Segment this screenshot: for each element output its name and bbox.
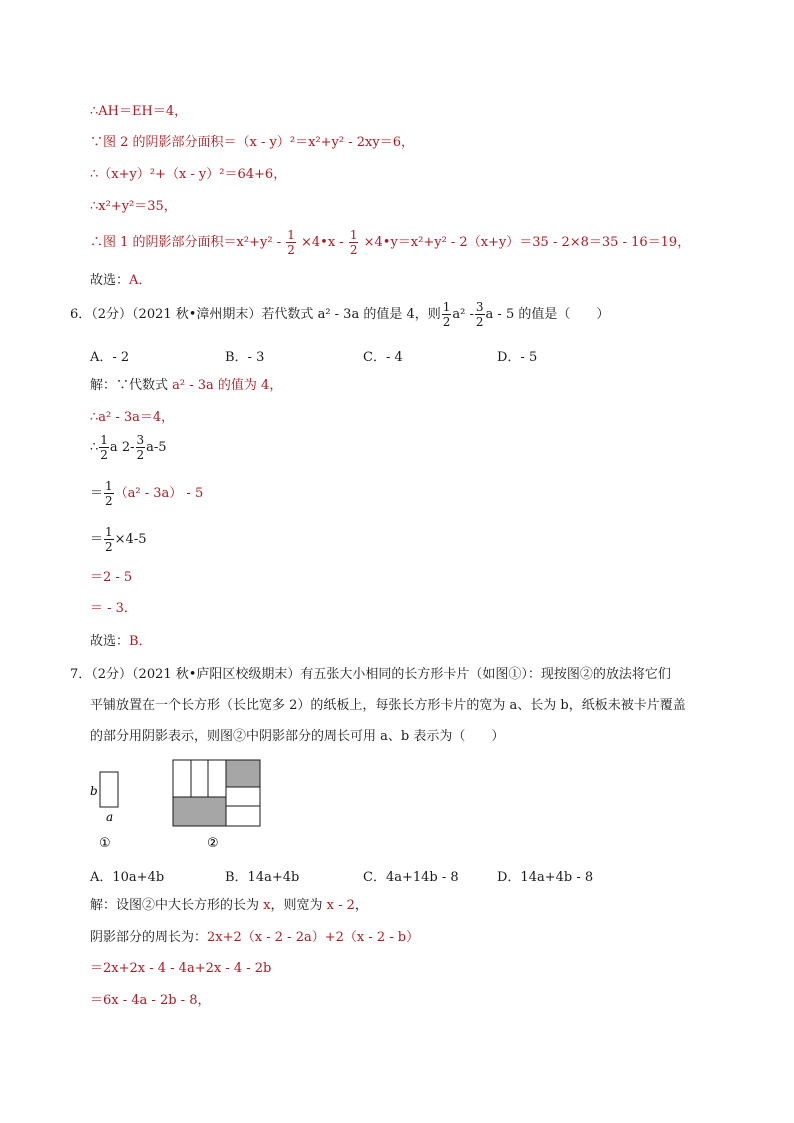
answer-value: B． (129, 634, 152, 649)
sol5-line5 (90, 228, 690, 258)
question-6-stem (70, 300, 609, 330)
sol6-line4a: ＝ (90, 486, 104, 501)
sol6-line5 (90, 525, 146, 555)
fraction-numerator: 1 (105, 479, 113, 493)
fraction-denominator: 2 (100, 448, 108, 462)
figure-1-card (90, 772, 118, 851)
q7-option-b[interactable]: B．14a+4b (225, 870, 300, 885)
q6-stem-e: a - 5 的值是（ ） (485, 307, 610, 322)
fraction-half (349, 228, 359, 257)
fraction-numerator: 1 (442, 300, 451, 314)
fraction-numerator: 1 (105, 525, 113, 539)
sol6-line3b: a (109, 440, 118, 455)
figure-2-board (173, 760, 260, 851)
q6-option-c[interactable]: C．- 4 (363, 350, 403, 365)
sol6-line1a: 解：∵代数式 (90, 378, 173, 393)
sol5-line2e: ＝6， (379, 135, 414, 150)
sol6-line2: ∴a² - 3a＝4， (90, 410, 175, 425)
sol6-line5b: ×4-5 (114, 532, 147, 547)
sol6-line6: ＝2 - 5 (90, 570, 133, 585)
sol7-line1e: ， (354, 898, 368, 913)
fraction-numerator: 1 (100, 433, 108, 447)
q7-option-a[interactable]: A．10a+4b (90, 870, 165, 885)
q6-stem-d: a² - (452, 307, 474, 322)
sol5-line5b: ×4•x - (300, 235, 344, 250)
q6-option-d[interactable]: D．- 5 (497, 350, 538, 365)
shaded-region-top-right (226, 760, 260, 787)
q6-stem-a: 6．（2分）（2021 秋•漳州期末）若代数式 (70, 307, 318, 322)
sol5-line2b: x - y (249, 135, 277, 150)
sol5-line2a: ∵图 2 的阴影部分面积＝（ (90, 135, 250, 150)
question-7-stem-line1: 7．（2分）（2021 秋•庐阳区校级期末）有五张大小相同的长方形卡片（如图①）：现按图②的放法将它们 (70, 667, 671, 682)
sol6-line7: ＝ - 3． (90, 601, 137, 616)
sol6-line3d: - (130, 440, 135, 455)
sol7-line2b: 2x+2（x - 2 - 2a）+2（x - 2 - b） (207, 930, 420, 945)
fraction-numerator: 1 (349, 228, 358, 242)
sol7-line2 (90, 929, 419, 947)
sol7-line4: ＝6x - 4a - 2b - 8， (90, 993, 211, 1008)
sol6-line4b: （a² - 3a） - 5 (114, 486, 204, 501)
sol6-line5a: ＝ (90, 532, 104, 547)
q6-stem-b: a² - 3a (317, 307, 360, 322)
sol7-line1b: x (263, 898, 271, 913)
figure-1-label-b: b (90, 784, 98, 798)
sol6-line1b: a² - 3a (172, 378, 214, 393)
fraction-denominator: 2 (349, 243, 358, 257)
shaded-region-bottom-left (173, 797, 226, 826)
sol6-line4 (90, 479, 203, 509)
fraction-denominator: 2 (287, 243, 295, 257)
fraction-numerator: 1 (287, 228, 295, 242)
figure-cards (85, 755, 285, 855)
fraction-denominator: 2 (442, 315, 451, 329)
answer-label: 故选： (90, 273, 130, 288)
fraction-numerator: 3 (475, 300, 484, 314)
sol7-line3: ＝2x+2x - 4 - 4a+2x - 4 - 2b (90, 961, 272, 976)
fraction (99, 433, 109, 462)
sol7-line1c: ，则宽为 (270, 898, 327, 913)
sol6-answer (90, 633, 152, 651)
sol6-line1 (90, 377, 282, 395)
question-7-stem-line2: 平铺放置在一个长方形（长比宽多 2）的纸板上，每张长方形卡片的宽为 a、长为 b，纸板未被卡片覆盖 (90, 698, 686, 713)
sol5-line3: ∴（x+y）²+（x - y）²＝64+6， (90, 167, 287, 182)
sol6-line3 (90, 433, 167, 463)
sol5-line4: ∴x²+y²＝35， (90, 199, 177, 214)
sol5-line2d: x²+y² - 2xy (308, 135, 380, 150)
answer-label: 故选： (90, 634, 130, 649)
fraction (475, 300, 485, 329)
q7-option-d[interactable]: D．14a+4b - 8 (497, 870, 594, 885)
sol5-line1: ∴AH＝EH＝4， (90, 104, 188, 119)
fraction (136, 433, 146, 462)
sol5-answer (90, 272, 151, 290)
figure-1-caption: ① (99, 836, 111, 851)
sol6-line3c: 2 (121, 440, 131, 455)
q7-option-c[interactable]: C．4a+14b - 8 (363, 870, 459, 885)
answer-value: A． (129, 273, 152, 288)
fraction-denominator: 2 (136, 448, 145, 462)
fraction-half (286, 228, 296, 257)
fraction (104, 525, 114, 554)
sol7-line2a: 阴影部分的周长为： (90, 930, 208, 945)
fraction-denominator: 2 (475, 315, 484, 329)
q6-stem-c: 的值是 4，则 (359, 307, 441, 322)
sol7-line1d: x - 2 (326, 898, 355, 913)
fraction-numerator: 3 (136, 433, 145, 447)
q6-option-a[interactable]: A．- 2 (90, 350, 130, 365)
sol5-line2 (90, 134, 414, 152)
sol5-line2c: ）²＝ (276, 135, 309, 150)
figure-2-caption: ② (207, 836, 219, 851)
sol7-line1 (90, 897, 368, 915)
sol5-line5c: ×4•y＝x²+y² - 2（x+y）＝35 - 2×8＝35 - 16＝19， (363, 235, 691, 250)
sol6-line3a: ∴ (90, 440, 99, 455)
figure-1-label-a: a (106, 810, 114, 824)
sol5-line5a: ∴图 1 的阴影部分面积＝x²+y² - (90, 235, 282, 250)
sol7-line1a: 解：设图②中大长方形的长为 (90, 898, 264, 913)
sol6-line1c: 的值为 4， (213, 378, 283, 393)
fraction (442, 300, 452, 329)
sol6-line3e: a-5 (146, 440, 167, 455)
q6-option-b[interactable]: B．- 3 (225, 350, 265, 365)
fraction (104, 479, 114, 508)
fraction-denominator: 2 (105, 494, 113, 508)
fraction-denominator: 2 (105, 540, 113, 554)
question-7-stem-line3: 的部分用阴影表示，则图②中阴影部分的周长可用 a、b 表示为（ ） (90, 729, 505, 744)
